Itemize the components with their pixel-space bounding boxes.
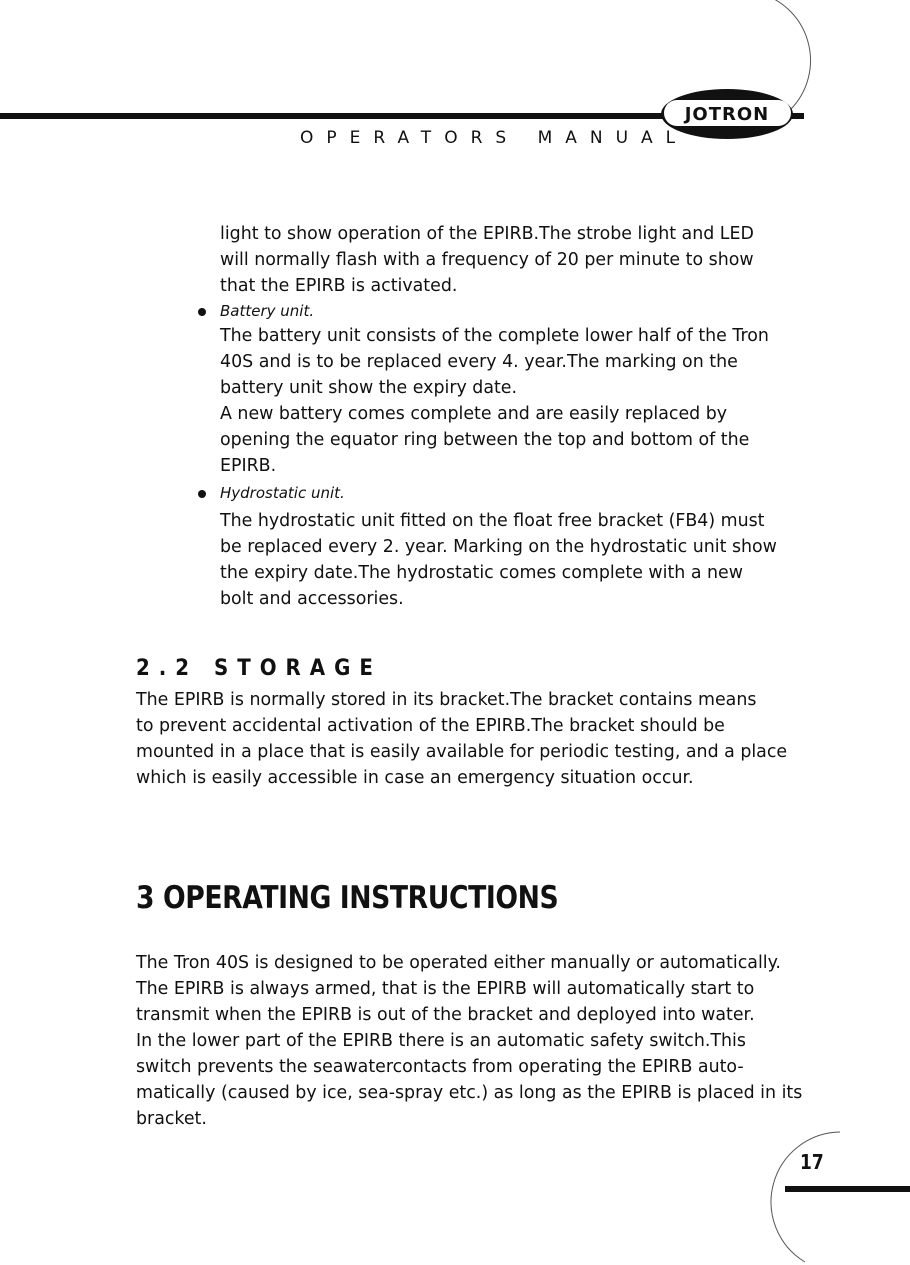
intro-line: that the EPIRB is activated. (220, 276, 458, 296)
logo-text: JOTRON (684, 104, 770, 125)
operating-line: switch prevents the seawatercontacts from operating the EPIRB auto- (136, 1057, 744, 1077)
hydrostatic-paragraph (220, 508, 780, 612)
bullet-title: Hydrostatic unit. (220, 484, 345, 502)
intro-line: will normally flash with a frequency of 20 per minute to show (220, 250, 754, 270)
battery-line: The battery unit consists of the complete lower half of the Tron (220, 326, 769, 346)
storage-line: The EPIRB is normally stored in its bracket.The bracket contains means (136, 690, 757, 710)
storage-line: which is easily accessible in case an emergency situation occur. (136, 768, 694, 788)
battery-line: 40S and is to be replaced every 4. year.The marking on the (220, 352, 738, 372)
storage-paragraph (136, 687, 788, 791)
section-heading-storage: 2.2 STORAGE (136, 656, 382, 681)
manual-label: OPERATORS MANUAL (300, 128, 689, 148)
battery-paragraph (220, 323, 780, 479)
operating-line: The Tron 40S is designed to be operated either manually or automatically. (136, 953, 781, 973)
hydrostatic-line: the expiry date.The hydrostatic comes complete with a new (220, 563, 743, 583)
hydrostatic-line: The hydrostatic unit fitted on the float free bracket (FB4) must (220, 511, 765, 531)
hydrostatic-line: be replaced every 2. year. Marking on the hydrostatic unit show (220, 537, 777, 557)
battery-line: EPIRB. (220, 456, 277, 476)
intro-paragraph (220, 221, 780, 299)
footer-rule (785, 1186, 910, 1192)
bullet-icon (198, 308, 206, 316)
operating-paragraph (136, 950, 803, 1132)
header-rule-left (0, 113, 665, 119)
storage-line: mounted in a place that is easily available for periodic testing, and a place (136, 742, 788, 762)
battery-line: opening the equator ring between the top and bottom of the (220, 430, 750, 450)
operating-line: matically (caused by ice, sea-spray etc.) as long as the EPIRB is placed in its (136, 1083, 803, 1103)
intro-line: light to show operation of the EPIRB.The strobe light and LED (220, 224, 754, 244)
bullet-title: Battery unit. (220, 302, 315, 320)
operating-line: transmit when the EPIRB is out of the bracket and deployed into water. (136, 1005, 755, 1025)
bullet-icon (198, 490, 206, 498)
operating-line: The EPIRB is always armed, that is the EPIRB will automatically start to (136, 979, 755, 999)
page-number: 17 (800, 1150, 824, 1174)
storage-line: to prevent accidental activation of the EPIRB.The bracket should be (136, 716, 725, 736)
operating-line: bracket. (136, 1109, 207, 1129)
operating-line: In the lower part of the EPIRB there is an automatic safety switch.This (136, 1031, 746, 1051)
battery-line: battery unit show the expiry date. (220, 378, 518, 398)
chapter-heading: 3 OPERATING INSTRUCTIONS (136, 880, 559, 916)
hydrostatic-line: bolt and accessories. (220, 589, 404, 609)
battery-line: A new battery comes complete and are easily replaced by (220, 404, 728, 424)
